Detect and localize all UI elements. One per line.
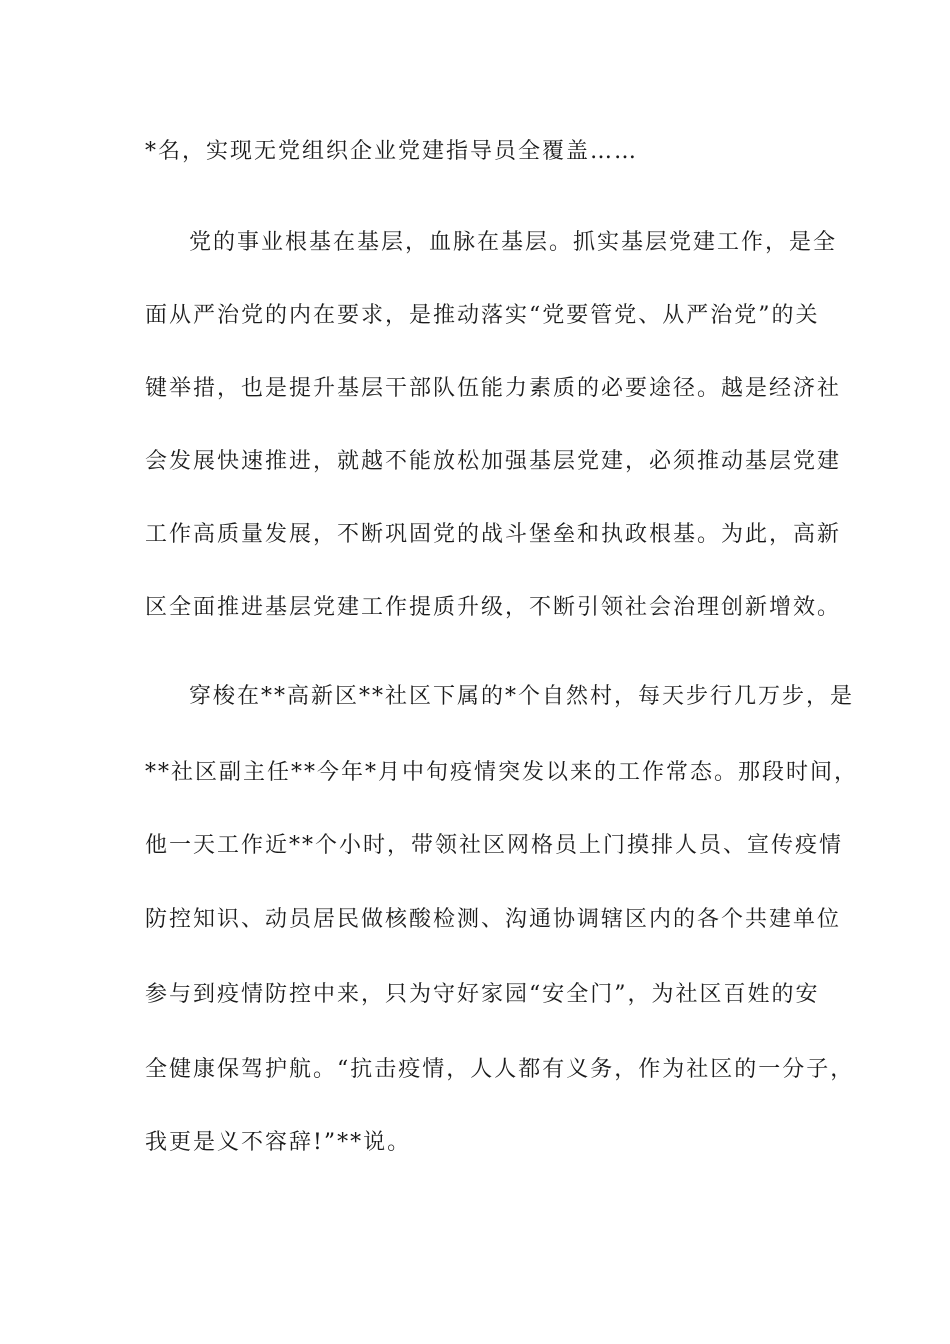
- text-line-9: **社区副主任**今年*月中旬疫情突发以来的工作常态。那段时间，: [145, 760, 859, 785]
- text-line-7: 区全面推进基层党建工作提质升级，不断引领社会治理创新增效。: [145, 595, 842, 620]
- text-line-10: 他一天工作近**个小时，带领社区网格员上门摸排人员、宣传疫情: [145, 833, 844, 858]
- text-line-6: 工作高质量发展，不断巩固党的战斗堡垒和执政根基。为此，高新: [145, 522, 842, 547]
- text-line-5: 会发展快速推进，就越不能放松加强基层党建，必须推动基层党建: [145, 449, 842, 474]
- text-line-3: 面从严治党的内在要求，是推动落实“党要管党、从严治党”的关: [145, 303, 820, 328]
- text-line-4: 键举措，也是提升基层干部队伍能力素质的必要途径。越是经济社: [145, 376, 842, 401]
- text-line-12: 参与到疫情防控中来，只为守好家园“安全门”，为社区百姓的安: [145, 982, 820, 1007]
- text-line-11: 防控知识、动员居民做核酸检测、沟通协调辖区内的各个共建单位: [145, 907, 842, 932]
- text-line-1: *名，实现无党组织企业党建指导员全覆盖……: [145, 139, 639, 164]
- text-line-13: 全健康保驾护航。“抗击疫情，人人都有义务，作为社区的一分子，: [145, 1057, 855, 1082]
- text-line-14: 我更是义不容辞!”**说。: [145, 1130, 412, 1155]
- text-line-2: 党的事业根基在基层，血脉在基层。抓实基层党建工作，是全: [189, 230, 838, 255]
- text-line-8: 穿梭在**高新区**社区下属的*个自然村，每天步行几万步，是: [189, 684, 855, 709]
